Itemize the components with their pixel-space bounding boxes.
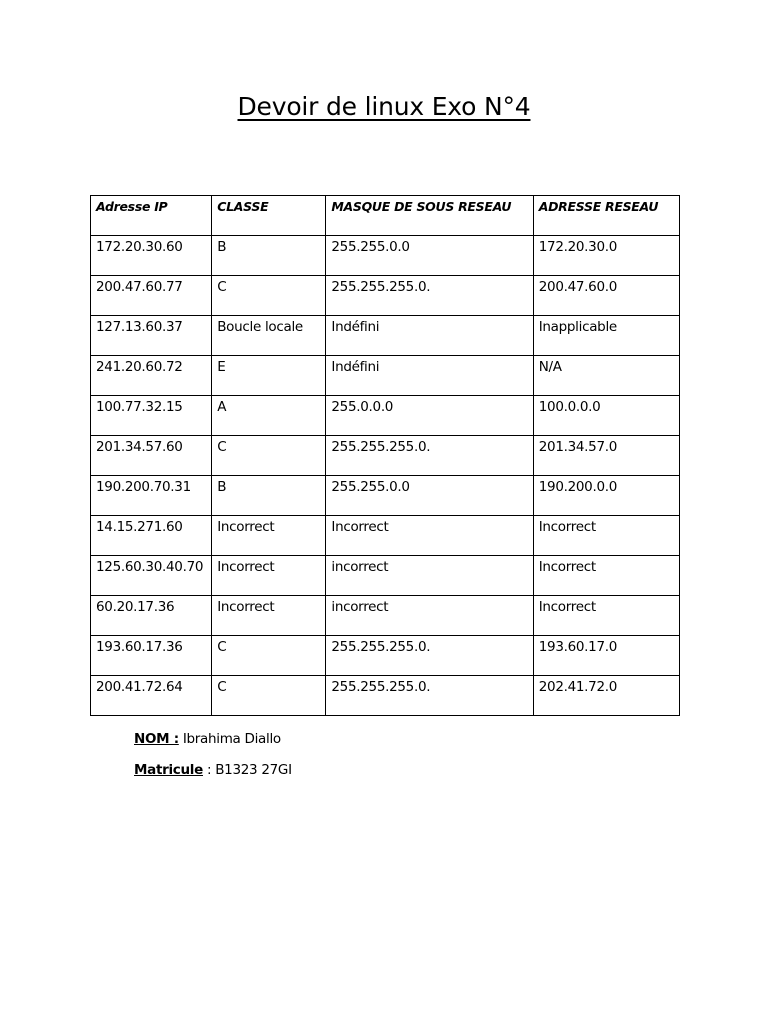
student-name-line bbox=[134, 731, 281, 747]
cell-class: Incorrect bbox=[212, 516, 326, 556]
cell-subnet-mask: 255.255.0.0 bbox=[326, 236, 533, 276]
cell-network-address: Incorrect bbox=[533, 556, 679, 596]
cell-network-address: N/A bbox=[533, 356, 679, 396]
table-row bbox=[91, 636, 680, 676]
table-row bbox=[91, 356, 680, 396]
cell-class: C bbox=[212, 636, 326, 676]
cell-class: B bbox=[212, 236, 326, 276]
cell-ip-address: 200.47.60.77 bbox=[91, 276, 212, 316]
cell-subnet-mask: 255.255.255.0. bbox=[326, 436, 533, 476]
cell-subnet-mask: 255.0.0.0 bbox=[326, 396, 533, 436]
cell-network-address: 172.20.30.0 bbox=[533, 236, 679, 276]
cell-network-address: Inapplicable bbox=[533, 316, 679, 356]
cell-network-address: 202.41.72.0 bbox=[533, 676, 679, 716]
header-network-address: ADRESSE RESEAU bbox=[533, 196, 679, 236]
matricule-label: Matricule bbox=[134, 762, 203, 778]
cell-class: Incorrect bbox=[212, 556, 326, 596]
table-row bbox=[91, 516, 680, 556]
cell-class: C bbox=[212, 276, 326, 316]
student-matricule-line bbox=[134, 762, 292, 778]
cell-network-address: 201.34.57.0 bbox=[533, 436, 679, 476]
cell-ip-address: 14.15.271.60 bbox=[91, 516, 212, 556]
cell-subnet-mask: Indéfini bbox=[326, 316, 533, 356]
cell-class: Incorrect bbox=[212, 596, 326, 636]
table-row bbox=[91, 276, 680, 316]
cell-ip-address: 100.77.32.15 bbox=[91, 396, 212, 436]
matricule-separator: : bbox=[202, 762, 216, 778]
cell-network-address: 200.47.60.0 bbox=[533, 276, 679, 316]
cell-network-address: 190.200.0.0 bbox=[533, 476, 679, 516]
name-label: NOM : bbox=[134, 731, 179, 747]
cell-ip-address: 193.60.17.36 bbox=[91, 636, 212, 676]
cell-ip-address: 172.20.30.60 bbox=[91, 236, 212, 276]
cell-subnet-mask: 255.255.0.0 bbox=[326, 476, 533, 516]
matricule-value: B1323 27GI bbox=[215, 762, 292, 778]
cell-ip-address: 241.20.60.72 bbox=[91, 356, 212, 396]
table-header-row bbox=[91, 196, 680, 236]
cell-subnet-mask: incorrect bbox=[326, 596, 533, 636]
cell-ip-address: 190.200.70.31 bbox=[91, 476, 212, 516]
table-row bbox=[91, 436, 680, 476]
table-row bbox=[91, 676, 680, 716]
table-row bbox=[91, 556, 680, 596]
cell-class: A bbox=[212, 396, 326, 436]
header-ip-address: Adresse IP bbox=[91, 196, 212, 236]
cell-class: C bbox=[212, 436, 326, 476]
cell-class: C bbox=[212, 676, 326, 716]
header-class: CLASSE bbox=[212, 196, 326, 236]
cell-subnet-mask: 255.255.255.0. bbox=[326, 676, 533, 716]
cell-ip-address: 201.34.57.60 bbox=[91, 436, 212, 476]
cell-network-address: Incorrect bbox=[533, 596, 679, 636]
header-subnet-mask: MASQUE DE SOUS RESEAU bbox=[326, 196, 533, 236]
cell-network-address: 193.60.17.0 bbox=[533, 636, 679, 676]
cell-network-address: Incorrect bbox=[533, 516, 679, 556]
table-row bbox=[91, 596, 680, 636]
cell-ip-address: 60.20.17.36 bbox=[91, 596, 212, 636]
table-row bbox=[91, 396, 680, 436]
cell-network-address: 100.0.0.0 bbox=[533, 396, 679, 436]
cell-ip-address: 200.41.72.64 bbox=[91, 676, 212, 716]
cell-subnet-mask: 255.255.255.0. bbox=[326, 276, 533, 316]
cell-ip-address: 125.60.30.40.70 bbox=[91, 556, 212, 596]
table-row bbox=[91, 316, 680, 356]
name-value: Ibrahima Diallo bbox=[182, 731, 281, 747]
cell-ip-address: 127.13.60.37 bbox=[91, 316, 212, 356]
ip-address-table bbox=[90, 195, 680, 716]
cell-subnet-mask: Indéfini bbox=[326, 356, 533, 396]
cell-class: E bbox=[212, 356, 326, 396]
cell-class: Boucle locale bbox=[212, 316, 326, 356]
page-title: Devoir de linux Exo N°4 bbox=[237, 92, 531, 121]
table-row bbox=[91, 476, 680, 516]
cell-subnet-mask: 255.255.255.0. bbox=[326, 636, 533, 676]
cell-class: B bbox=[212, 476, 326, 516]
cell-subnet-mask: Incorrect bbox=[326, 516, 533, 556]
cell-subnet-mask: incorrect bbox=[326, 556, 533, 596]
table-row bbox=[91, 236, 680, 276]
